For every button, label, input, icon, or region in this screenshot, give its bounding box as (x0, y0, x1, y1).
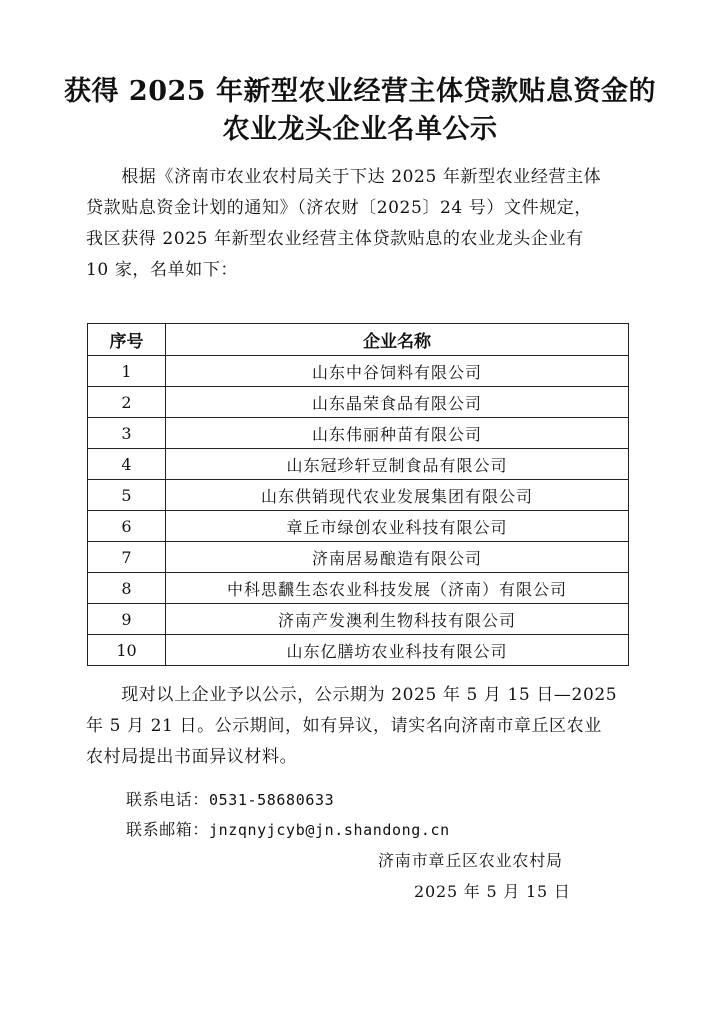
enterprise-name-cell: 山东冠珍轩豆制食品有限公司 (166, 449, 629, 480)
enterprise-name-cell: 山东晶荣食品有限公司 (166, 387, 629, 418)
email-label: 联系邮箱： (126, 820, 210, 839)
enterprise-name-cell: 山东中谷饲料有限公司 (166, 356, 629, 387)
table-row (88, 418, 629, 449)
header-enterprise-name: 企业名称 (166, 324, 629, 356)
intro-paragraph (86, 162, 638, 286)
enterprise-name-cell: 章丘市绿创农业科技有限公司 (166, 511, 629, 542)
intro-line: 我区获得 2025 年新型农业经营主体贷款贴息的农业龙头企业有 (86, 229, 584, 249)
enterprise-name-cell: 济南居易酿造有限公司 (166, 542, 629, 573)
signature-date: 2025 年 5 月 15 日 (414, 882, 571, 901)
table-row (88, 604, 629, 635)
serial-number-cell: 5 (88, 480, 166, 511)
table-row (88, 542, 629, 573)
table-row (88, 573, 629, 604)
header-serial-number: 序号 (88, 324, 166, 356)
serial-number-cell: 3 (88, 418, 166, 449)
contact-phone (126, 786, 334, 814)
enterprise-name-cell: 济南产发澳利生物科技有限公司 (166, 604, 629, 635)
serial-number-cell: 7 (88, 542, 166, 573)
table-header-row (88, 324, 629, 356)
document-title-line-1: 获得 2025 年新型农业经营主体贷款贴息资金的 (64, 76, 656, 107)
table-row (88, 511, 629, 542)
serial-number-cell: 9 (88, 604, 166, 635)
notice-line: 现对以上企业予以公示，公示期为 2025 年 5 月 15 日—2025 (86, 685, 618, 705)
notice-paragraph (86, 680, 638, 773)
enterprise-name-cell: 山东伟丽种苗有限公司 (166, 418, 629, 449)
table-row (88, 387, 629, 418)
serial-number-cell: 4 (88, 449, 166, 480)
intro-line: 贷款贴息资金计划的通知》（济农财〔2025〕24 号）文件规定， (86, 198, 592, 218)
enterprise-name-cell: 中科思飜生态农业科技发展（济南）有限公司 (166, 573, 629, 604)
contact-email (126, 816, 450, 844)
table-row (88, 356, 629, 387)
intro-line: 根据《济南市农业农村局关于下达 2025 年新型农业经营主体 (86, 167, 602, 187)
serial-number-cell: 1 (88, 356, 166, 387)
serial-number-cell: 8 (88, 573, 166, 604)
serial-number-cell: 2 (88, 387, 166, 418)
table-row (88, 449, 629, 480)
signature-organization: 济南市章丘区农业农村局 (378, 851, 563, 870)
notice-line: 年 5 月 21 日。公示期间，如有异议，请实名向济南市章丘区农业 (86, 716, 602, 736)
email-address: jnzqnyjcyb@jn.shandong.cn (209, 821, 450, 839)
intro-line: 10 家，名单如下： (86, 260, 239, 280)
enterprise-table (87, 323, 629, 666)
phone-number: 0531-58680633 (209, 791, 335, 809)
table-row (88, 635, 629, 666)
table-row (88, 480, 629, 511)
enterprise-name-cell: 山东亿膳坊农业科技有限公司 (166, 635, 629, 666)
document-title-line-2: 农业龙头企业名单公示 (222, 114, 498, 145)
serial-number-cell: 6 (88, 511, 166, 542)
notice-line: 农村局提出书面异议材料。 (86, 747, 298, 767)
enterprise-name-cell: 山东供销现代农业发展集团有限公司 (166, 480, 629, 511)
serial-number-cell: 10 (88, 635, 166, 666)
phone-label: 联系电话： (126, 790, 210, 809)
